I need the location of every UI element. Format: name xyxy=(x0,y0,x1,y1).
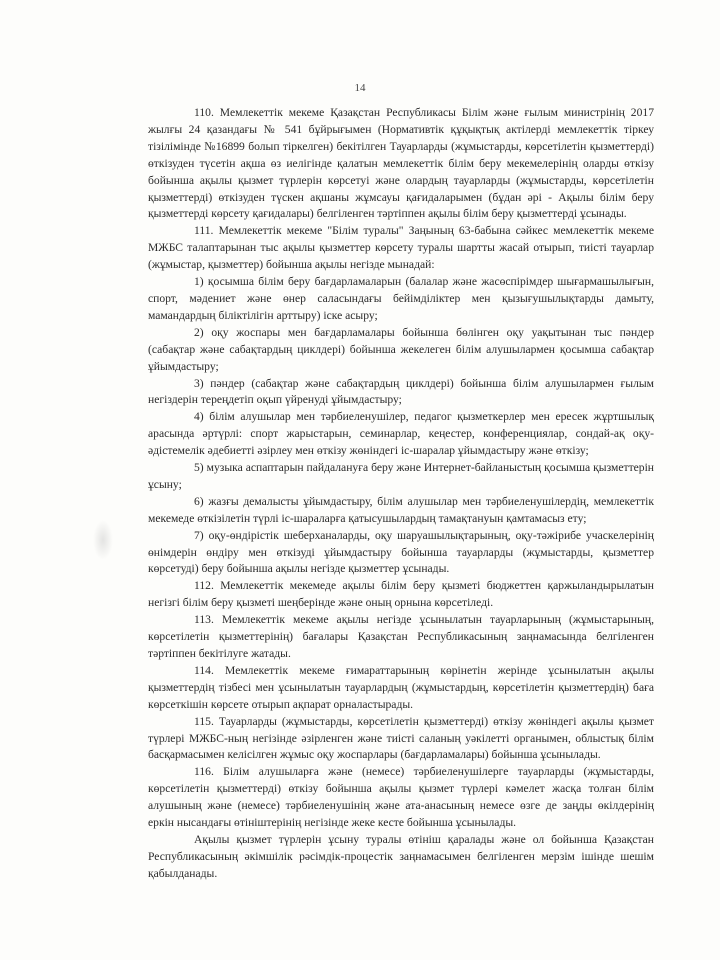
list-item-7: 7) оқу-өндірістік шеберханаларды, оқу шаруашылықтарының, оқу-тәжірибе учаскелерінің өнімдерін өндіру мен өткізуді ұйымдастыру бойынша тауарларды (жұмыстарды, қызметтер көрсетуді) беру бойынша ақылы негізде қызметтер ұсынады. xyxy=(148,528,654,576)
paragraph-114: 114. Мемлекеттік мекеме ғимараттарының көрінетін жерінде ұсынылатын ақылы қызметтердің тізбесі мен ұсынылатын тауарлардың (жұмыстардың, көрсетілетін қызметтердің) баға көрсеткішін көрсете отырып ақпарат орналастырады. xyxy=(148,663,654,711)
paragraph-112: 112. Мемлекеттік мекемеде ақылы білім беру қызметі бюджеттен қаржыландырылатын негізгі білім беру қызметі шеңберінде және оның орнына көрсетіледі. xyxy=(148,579,654,610)
paragraph-110: 110. Мемлекеттік мекеме Қазақстан Республикасы Білім және ғылым министрінің 2017 жылғы 24 қазандағы № 541 бұйрығымен (Нормативтік құқықтық актілерді мемлекеттік тіркеу тізілімінде №16899 болып тіркелген) бекітілген Тауарларды (жұмыстарды, көрсетілетін қызметтерді) өткізуден түсетін ақша өз иелігінде қалатын мемлекеттік білім беру мекемелерінің оларды өткізу бойынша ақылы қызмет түрлерін көрсетуі және олардың тауарларды (жұмыстарды, көрсетілетін қызметтерді) өткізуден түскен ақшаны жұмсауы қағидаларымен (бұдан әрі - Ақылы білім беру қызметтерді көрсету қағидалары) белгіленген тәртіппен ақылы білім беру қызметтерді ұсынады. xyxy=(148,106,654,221)
document-body xyxy=(148,105,654,883)
list-item-3: 3) пәндер (сабақтар және сабақтардың циклдері) бойынша білім алушылармен ғылым негіздерін тереңдетіп оқып үйренуді ұйымдастыру; xyxy=(148,376,654,407)
closing-paragraph: Ақылы қызмет түрлерін ұсыну туралы өтініш қаралады және ол бойынша Қазақстан Республикасының әкімшілік рәсімдік-процестік заңнамасымен белгіленген мерзім ішінде шешім қабылданады. xyxy=(148,832,654,880)
paragraph-115: 115. Тауарларды (жұмыстарды, көрсетілетін қызметтерді) өткізу жөніндегі ақылы қызмет түрлері МЖБС-ның негізінде әзірленген және тиісті саланың уәкілетті органымен, облыстық білім басқармасымен келісілген жұмыс оқу жоспарлары (бағдарламалары) бойынша ұсынылады. xyxy=(148,714,654,762)
paragraph-113: 113. Мемлекеттік мекеме ақылы негізде ұсынылатын тауарларының (жұмыстарының, көрсетілетін қызметтерінің) бағалары Қазақстан Республикасының заңнамасында белгіленген тәртіппен бекітілуге жатады. xyxy=(148,613,654,660)
paragraph-116: 116. Білім алушыларға және (немесе) тәрбиеленушілерге тауарларды (жұмыстарды, көрсетілетін қызметтерді) өткізу бойынша ақылы қызмет түрлері кәмелет жасқа толған білім алушының және (немесе) тәрбиеленушінің және ата-анасының немесе өзге де заңды өкілдерінің еркін нысандағы өтініштерінің негізінде жеке кесте бойынша ұсынылады. xyxy=(148,765,654,830)
paragraph-111: 111. Мемлекеттік мекеме "Білім туралы" Заңының 63-бабына сәйкес мемлекеттік мекеме МЖБС талаптарынан тыс ақылы қызметтер көрсету туралы шартты жасай отырып, тиісті тауарлар (жұмыстар, қызметтер) бойынша ақылы негізде мынадай: xyxy=(148,224,654,272)
scan-artifact xyxy=(93,520,113,560)
list-item-1: 1) қосымша білім беру бағдарламаларын (балалар және жасөспірімдер шығармашылығын, спорт, мәдениет және өнер саласындағы бейімділіктер мен қызығушылықтарды дамыту, мамандардың біліктілігін арттыру) іске асыру; xyxy=(148,275,654,322)
page-number: 14 xyxy=(354,82,366,94)
list-item-5: 5) музыка аспаптарын пайдалануға беру және Интернет-байланыстың қосымша қызметтерін ұсыну; xyxy=(148,461,654,491)
list-item-4: 4) білім алушылар мен тәрбиеленушілер, педагог қызметкерлер мен ересек жұртшылық арасында әртүрлі: спорт жарыстарын, семинарлар, кеңестер, конференциялар, сондай-ақ оқу-әдістемелік әдебиетті әзірлеу мен өткізу жөніндегі іс-шаралар ұйымдастыру және өткізу; xyxy=(148,410,654,458)
list-item-6: 6) жазғы демалысты ұйымдастыру, білім алушылар мен тәрбиеленушілердің, мемлекеттік мекемеде өткізілетін түрлі іс-шараларға қатысушылардың тамақтануын қамтамасыз ету; xyxy=(148,494,654,525)
list-item-2: 2) оқу жоспары мен бағдарламалары бойынша бөлінген оқу уақытынан тыс пәндер (сабақтар және сабақтардың циклдері) бойынша жекелеген білім алушылармен қосымша сабақтар ұйымдастыру; xyxy=(148,325,654,373)
